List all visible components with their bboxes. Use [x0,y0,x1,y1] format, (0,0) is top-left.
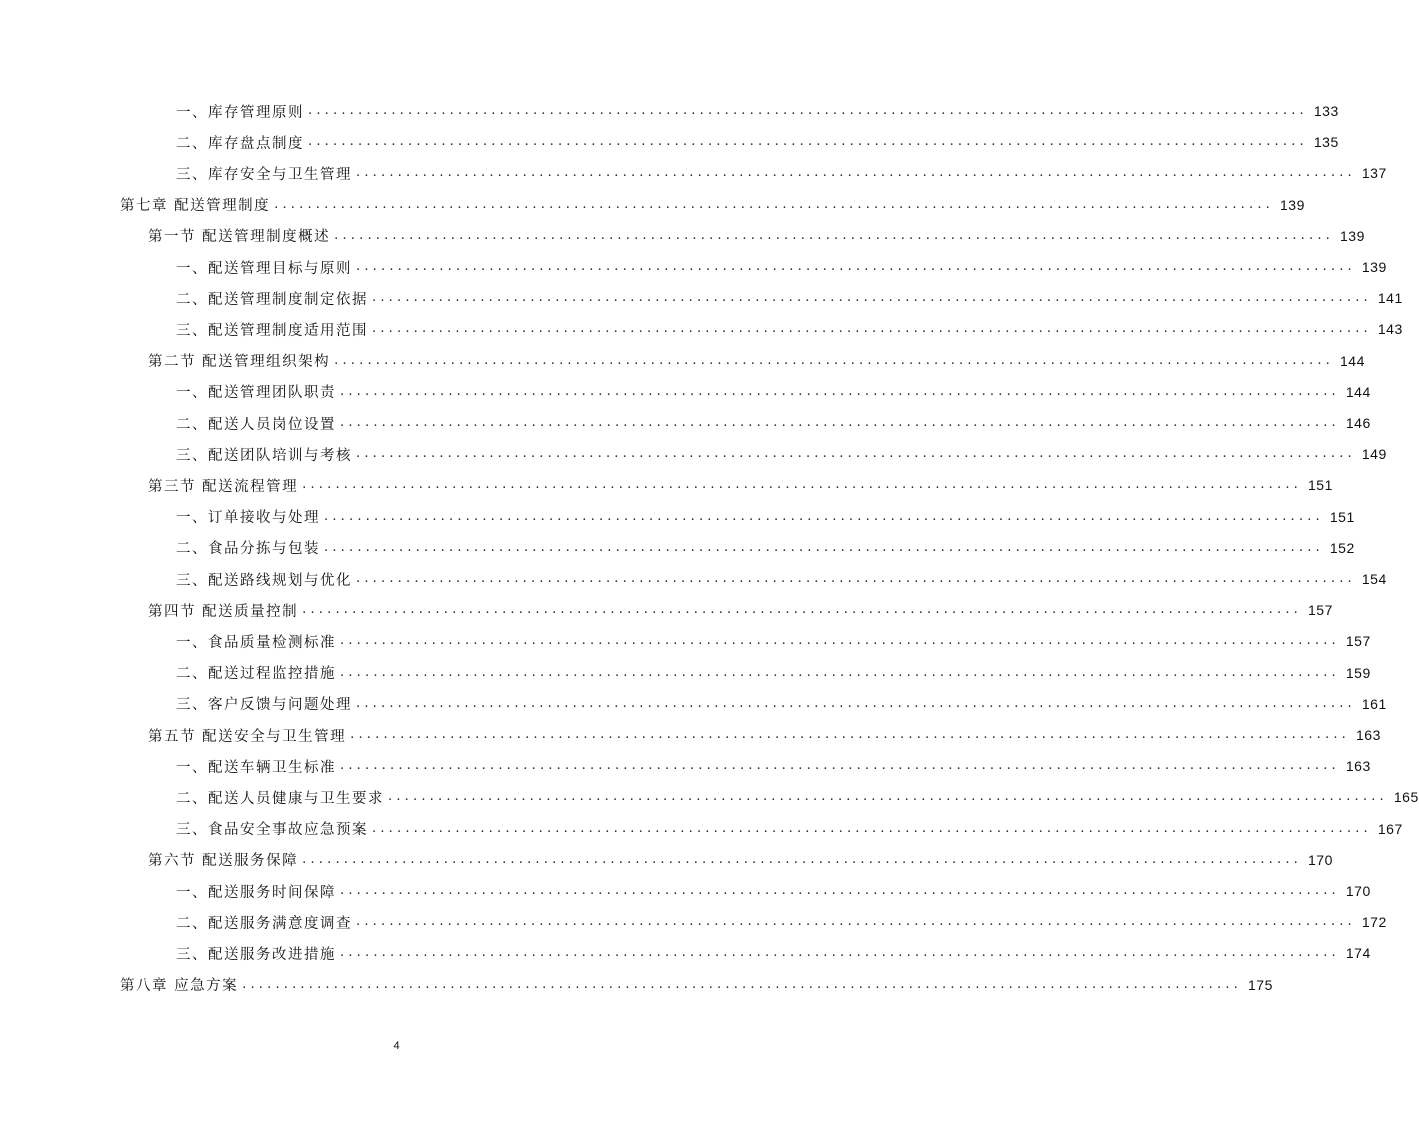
toc-entry[interactable] [120,190,1305,220]
toc-entry[interactable] [176,127,1339,157]
toc-entry[interactable] [148,720,1381,750]
toc-dot-leader: ........................................................................................................................ [324,508,1324,524]
page-number: 4 [393,1040,400,1052]
toc-entry-page: 137 [1361,165,1387,182]
toc-entry-title: 二、配送过程监控措施 [176,666,336,683]
toc-entry-page: 151 [1329,508,1355,525]
toc-entry[interactable] [148,221,1365,251]
toc-dot-leader: ........................................................................................................................ [308,134,1308,150]
toc-entry[interactable] [176,689,1387,719]
toc-dot-leader: ........................................................................................................................ [340,945,1340,961]
toc-entry-title: 一、订单接收与处理 [176,510,320,527]
toc-entry-page: 159 [1345,664,1371,681]
toc-entry-page: 157 [1308,602,1333,619]
toc-entry[interactable] [176,377,1371,407]
toc-entry-page: 172 [1361,914,1387,931]
toc-dot-leader: ........................................................................................................................ [334,227,1334,243]
toc-dot-leader: ........................................................................................................................ [340,383,1340,399]
toc-dot-leader: ........................................................................................................................ [274,196,1274,212]
toc-dot-leader: ........................................................................................................................ [356,914,1356,930]
toc-entry[interactable] [176,814,1403,844]
toc-entry[interactable] [176,252,1387,282]
toc-entry[interactable] [176,564,1387,594]
toc-entry-title: 二、配送人员岗位设置 [176,416,336,433]
toc-entry-page: 163 [1345,758,1371,775]
toc-entry[interactable] [148,470,1333,500]
toc-dot-leader: ........................................................................................................................ [340,415,1340,430]
toc-entry-page: 157 [1345,633,1371,650]
toc-entry[interactable] [176,314,1403,344]
toc-entry-title: 一、库存管理原则 [176,104,304,121]
toc-dot-leader: ........................................................................................................................ [356,695,1356,711]
toc-entry-title: 一、配送车辆卫生标准 [176,759,336,776]
toc-entry-title: 第六节 配送服务保障 [148,853,299,870]
toc-dot-leader: ........................................................................................................................ [356,259,1356,274]
toc-dot-leader: ........................................................................................................................ [302,477,1302,493]
toc-entry-title: 一、配送管理目标与原则 [176,260,352,277]
toc-entry-title: 第五节 配送安全与卫生管理 [148,728,347,745]
toc-dot-leader: ........................................................................................................................ [372,290,1372,306]
toc-dot-leader: ........................................................................................................................ [388,789,1388,805]
toc-dot-leader: ........................................................................................................................ [308,103,1308,118]
toc-dot-leader: ........................................................................................................................ [334,352,1334,368]
toc-entry[interactable] [176,408,1371,438]
toc-entry-title: 二、配送管理制度制定依据 [176,291,368,308]
toc-dot-leader: ........................................................................................................................ [340,758,1340,774]
toc-entry-page: 143 [1377,321,1403,338]
toc-entry-page: 170 [1308,851,1333,868]
toc-entry[interactable] [176,751,1371,781]
toc-entry[interactable] [176,658,1371,688]
toc-entry-page: 174 [1345,945,1371,962]
toc-entry-page: 139 [1280,196,1305,213]
toc-dot-leader: ........................................................................................................................ [242,976,1242,992]
toc-dot-leader: ........................................................................................................................ [372,321,1372,337]
toc-entry-title: 三、配送管理制度适用范围 [176,322,368,339]
toc-dot-leader: ........................................................................................................................ [340,633,1340,649]
toc-entry-title: 第二节 配送管理组织架构 [148,354,331,371]
toc-entry-title: 第四节 配送质量控制 [148,603,299,620]
toc-dot-leader: ........................................................................................................................ [302,851,1302,867]
toc-entry-page: 163 [1356,727,1381,743]
toc-entry[interactable] [176,283,1403,313]
toc-entry-title: 第七章 配送管理制度 [120,198,271,215]
toc-entry-page: 151 [1308,477,1333,494]
toc-entry-title: 二、库存盘点制度 [176,135,304,152]
toc-dot-leader: ........................................................................................................................ [302,602,1302,618]
toc-entry[interactable] [120,970,1273,1000]
toc-entry-title: 二、配送服务满意度调查 [176,915,352,932]
toc-entry[interactable] [148,845,1333,875]
toc-entry-title: 三、库存安全与卫生管理 [176,166,352,183]
toc-entry-title: 三、配送团队培训与考核 [176,447,352,464]
toc-dot-leader: ........................................................................................................................ [340,883,1340,898]
toc-dot-leader: ........................................................................................................................ [324,539,1324,555]
toc-dot-leader: ........................................................................................................................ [356,446,1356,462]
toc-entry-page: 141 [1377,290,1403,307]
toc-entry-page: 139 [1361,259,1387,275]
toc-entry-page: 133 [1313,103,1339,119]
toc-entry-title: 第八章 应急方案 [120,978,239,995]
toc-entry-page: 170 [1345,883,1371,899]
toc-entry[interactable] [176,782,1419,812]
toc-entry-title: 三、客户反馈与问题处理 [176,697,352,714]
toc-entry-page: 146 [1345,415,1371,431]
toc-entry-title: 三、配送路线规划与优化 [176,572,352,589]
toc-entry-title: 第三节 配送流程管理 [148,478,299,495]
toc-entry[interactable] [176,907,1387,937]
toc-entry[interactable] [176,876,1371,906]
toc-entry-page: 167 [1377,820,1403,837]
toc-dot-leader: ........................................................................................................................ [356,571,1356,586]
toc-entry[interactable] [148,346,1365,376]
toc-entry-page: 149 [1361,446,1387,463]
toc-entry-page: 144 [1345,383,1371,400]
toc-entry[interactable] [176,96,1339,126]
toc-dot-leader: ........................................................................................................................ [340,664,1340,680]
toc-entry-page: 139 [1340,227,1365,244]
toc-entry-title: 二、配送人员健康与卫生要求 [176,790,384,807]
toc-entry[interactable] [176,502,1355,532]
toc-entry-title: 二、食品分拣与包装 [176,541,320,558]
toc-dot-leader: ........................................................................................................................ [356,165,1356,181]
toc-entry-title: 三、食品安全事故应急预案 [176,822,368,839]
toc-entry-page: 154 [1361,571,1387,587]
toc-entry[interactable] [176,158,1387,188]
toc-entry-title: 一、配送管理团队职责 [176,385,336,402]
toc-entry-title: 三、配送服务改进措施 [176,946,336,963]
toc-entry-title: 一、食品质量检测标准 [176,634,336,651]
toc-entry[interactable] [176,439,1387,469]
toc-entry-page: 144 [1340,352,1365,369]
toc-entry-page: 175 [1248,976,1273,993]
toc-entry[interactable] [148,595,1333,625]
toc-entry-page: 161 [1361,695,1387,712]
toc-entry-page: 135 [1313,134,1339,151]
toc-entry-page: 165 [1393,789,1419,806]
toc-dot-leader: ........................................................................................................................ [372,820,1372,836]
toc-entry-page: 152 [1329,539,1355,556]
toc-entry-title: 一、配送服务时间保障 [176,884,336,901]
toc-entry[interactable] [176,626,1371,656]
toc-dot-leader: ........................................................................................................................ [350,727,1350,742]
toc-entry[interactable] [176,533,1355,563]
toc-entry[interactable] [176,938,1371,968]
toc-entry-title: 第一节 配送管理制度概述 [148,229,331,246]
